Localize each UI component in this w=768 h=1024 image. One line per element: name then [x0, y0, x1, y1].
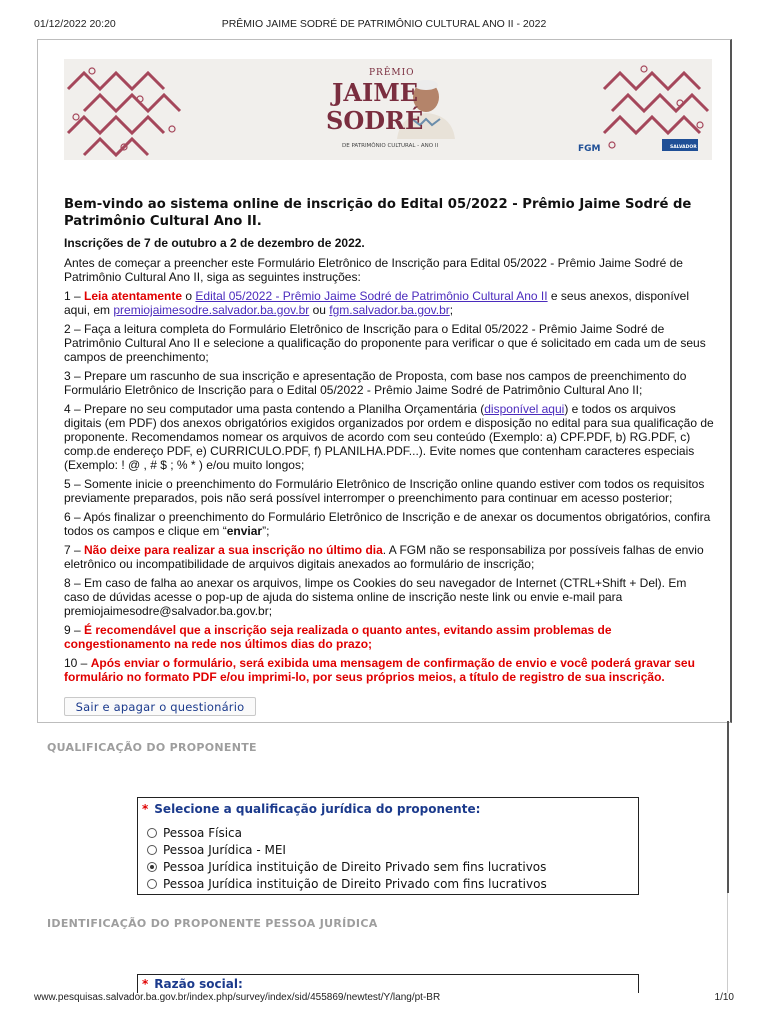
instruction-6: 6 – Após finalizar o preenchimento do Formulário Eletrônico de Inscrição e de anexar os documentos obrigatórios, confira todos os campos e clique em “enviar”;	[64, 510, 711, 538]
instruction-10: 10 – Após enviar o formulário, será exibida uma mensagem de confirmação de envio e você poderá gravar seu formulário no formato PDF e/ou imprimi-lo, por seus próprios meios, a título de registro de sua inscrição.	[64, 656, 695, 684]
fgm-site-link[interactable]: fgm.salvador.ba.gov.br	[329, 303, 450, 317]
pattern-right-icon	[604, 66, 708, 148]
qualificacao-question	[137, 797, 639, 895]
sair-apagar-button[interactable]: Sair e apagar o questionário	[64, 697, 256, 716]
instruction-5: 5 – Somente inicie o preenchimento do Formulário Eletrônico de Inscrição online quando estiver com todos os requisitos previamente preparados, pois não será possível interromper o preenchimento para continuar em acesso posterior;	[64, 477, 705, 505]
instructions-intro: Antes de começar a preencher este Formulário Eletrônico de Inscrição para Edital 05/2022 - Prêmio Jaime Sodré de Patrimônio Cultural Ano II, siga as seguintes instruções:	[64, 256, 683, 284]
banner	[64, 59, 712, 160]
intro-content	[64, 196, 714, 689]
welcome-heading: Bem-vindo ao sistema online de inscrição do Edital 05/2022 - Prêmio Jaime Sodré de Patrimônio Cultural Ano II.	[64, 197, 692, 229]
planilha-link[interactable]: disponível aqui	[484, 402, 565, 416]
print-header	[0, 0, 768, 40]
edital-link[interactable]: Edital 05/2022 - Prêmio Jaime Sodré de Patrimônio Cultural Ano II	[195, 289, 548, 303]
section-identificacao-title: IDENTIFICAÇÃO DO PROPONENTE PESSOA JURÍDICA	[47, 917, 378, 930]
instruction-3: 3 – Prepare um rascunho de sua inscrição e apresentação de Proposta, com base nos campos de preenchimento do Formulário Eletrônico de Inscrição para o Edital 05/2022 - Prêmio Jaime Sodré de Patrimônio Cultural Ano II;	[64, 369, 687, 397]
option-pj-sem-fins[interactable]: Pessoa Jurídica instituição de Direito Privado sem fins lucrativos	[147, 858, 638, 875]
qualificacao-label: * Selecione a qualificação jurídica do proponente:	[142, 802, 481, 816]
salvador-logo-text: SALVADOR	[670, 145, 697, 150]
instruction-4: 4 – Prepare no seu computador uma pasta contendo a Planilha Orçamentária (disponível aqui) e todos os arquivos digitais (em PDF) dos anexos obrigatórios exigidos organizados por ordem e disposição no edital para sua qualificação de proponente. Recomendamos nomear os arquivos de acordo com seu conteúdo (Exemplo: a) CPF.PDF, b) RG.PDF, c) comp.de endereço PDF, e) CURRICULO.PDF, f) PLANILHA.PDF...). Evite nomes que contenham caracteres especiais (Exemplo: ! @ , # $ ; % * ) e/ou muito longos;	[64, 402, 714, 472]
instruction-7: 7 – Não deixe para realizar a sua inscrição no último dia. A FGM não se responsabiliza por possíveis falhas de envio eletrônico ou incompatibilidade de arquivos digitais anexados ao formulário de inscrição;	[64, 543, 704, 571]
razao-social-label: * Razão social:	[142, 977, 243, 991]
right-border	[727, 721, 729, 893]
banner-name-line1: JAIME	[332, 78, 419, 107]
required-mark: *	[142, 977, 149, 991]
instruction-1: 1 – Leia atentamente o Edital 05/2022 - Prêmio Jaime Sodré de Patrimônio Cultural Ano II e seus anexos, disponível aqui, em premiojaimesodre.salvador.ba.gov.br ou fgm.salvador.ba.gov.br;	[64, 289, 690, 317]
banner-subtitle: DE PATRIMÔNIO CULTURAL - ANO II	[342, 143, 439, 149]
print-datetime: 01/12/2022 20:20	[34, 18, 116, 30]
radio-icon[interactable]	[147, 828, 157, 838]
banner-premio: PRÊMIO	[369, 68, 415, 78]
radio-selected-icon[interactable]	[147, 862, 157, 872]
right-border-lower	[727, 893, 728, 993]
option-pessoa-fisica[interactable]: Pessoa Física	[147, 824, 638, 841]
instruction-2: 2 – Faça a leitura completa do Formulário Eletrônico de Inscrição para o Edital 05/2022 - Prêmio Jaime Sodré de Patrimônio Cultural Ano II e selecione a qualificação do proponente para verificar o que é solicitado em cada um de seus campos de preenchimento;	[64, 322, 706, 364]
required-mark: *	[142, 802, 149, 816]
banner-name-line2: SODRÉ	[326, 106, 424, 135]
radio-icon[interactable]	[147, 845, 157, 855]
print-page-number: 1/10	[714, 992, 734, 1003]
section-qualificacao-title: QUALIFICAÇÃO DO PROPONENTE	[47, 741, 257, 754]
option-pj-com-fins[interactable]: Pessoa Jurídica instituição de Direito Privado com fins lucrativos	[147, 875, 638, 892]
fgm-logo: FGM	[578, 144, 601, 154]
inscricoes-dates: Inscrições de 7 de outubro a 2 de dezembro de 2022.	[64, 236, 365, 250]
pattern-left-icon	[68, 68, 180, 155]
option-pessoa-juridica-mei[interactable]: Pessoa Jurídica - MEI	[147, 841, 638, 858]
premio-site-link[interactable]: premiojaimesodre.salvador.ba.gov.br	[113, 303, 310, 317]
instruction-9: 9 – É recomendável que a inscrição seja realizada o quanto antes, evitando assim problemas de congestionamento na rede nos últimos dias do prazo;	[64, 623, 612, 651]
banner-artwork	[64, 59, 712, 160]
razao-social-question	[137, 974, 639, 993]
instruction-8: 8 – Em caso de falha ao anexar os arquivos, limpe os Cookies do seu navegador de Internet (CTRL+Shift + Del). Em caso de dúvidas acesse o pop-up de ajuda do sistema online de inscrição neste link ou envie e-mail para premiojaimesodre@salvador.ba.gov.br;	[64, 576, 687, 618]
radio-icon[interactable]	[147, 879, 157, 889]
print-url: www.pesquisas.salvador.ba.gov.br/index.php/survey/index/sid/455869/newtest/Y/lang/pt-BR	[34, 992, 441, 1003]
print-title: PRÊMIO JAIME SODRÉ DE PATRIMÔNIO CULTURAL ANO II - 2022	[221, 18, 547, 30]
